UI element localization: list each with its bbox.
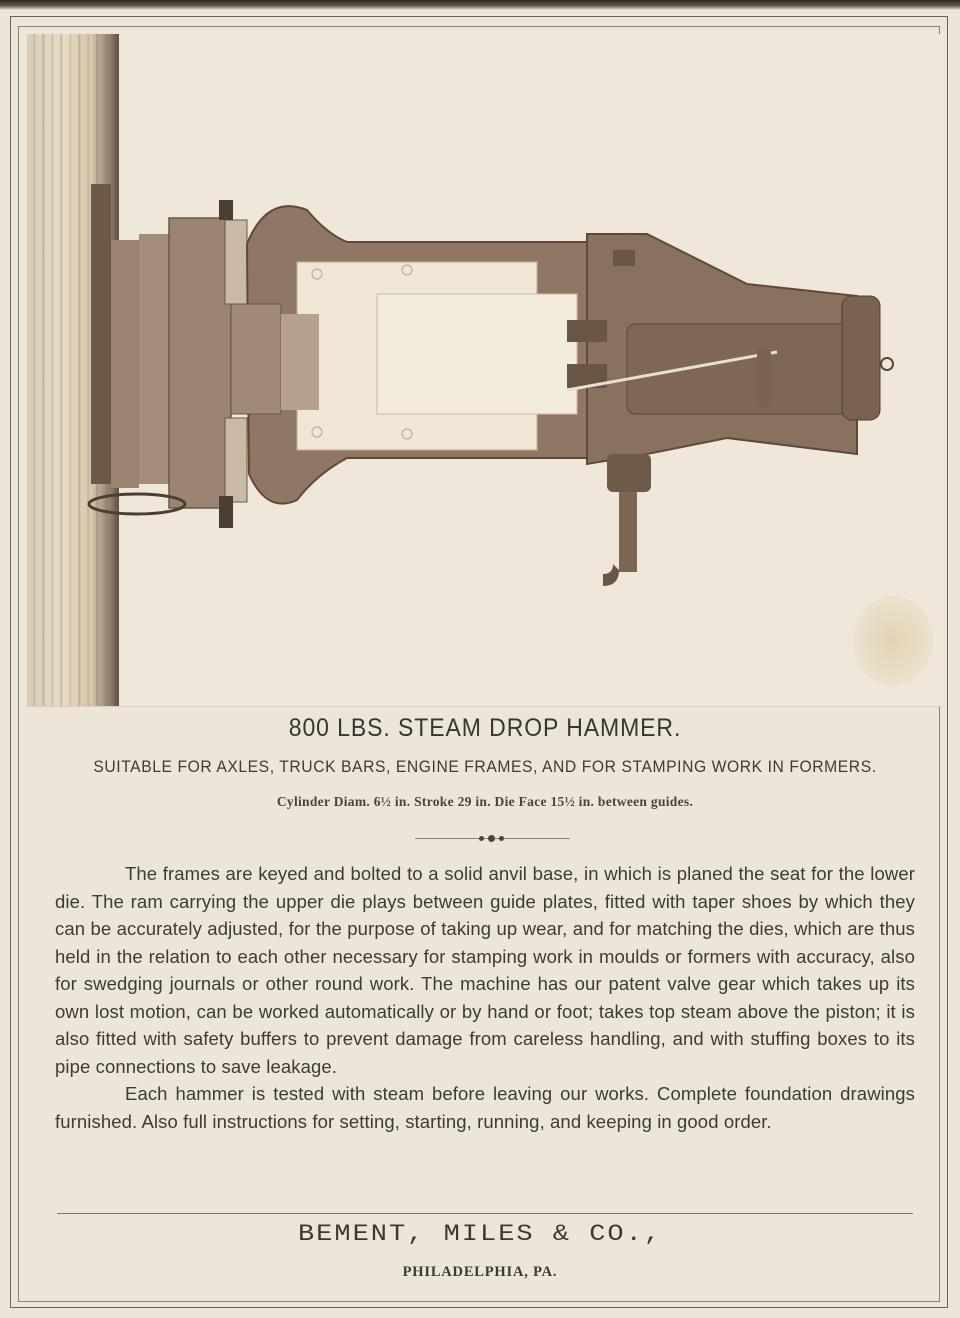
steam-pipe <box>619 492 637 572</box>
upper-die <box>231 304 281 414</box>
product-specs: Cylinder Diam. 6½ in. Stroke 29 in. Die Face 15½ in. between guides. <box>276 794 694 809</box>
valve-chest <box>607 454 651 492</box>
cylinder-head <box>842 296 880 420</box>
company-name: BEMENT, MILES & CO., <box>297 1222 663 1248</box>
anvil-base <box>111 240 139 488</box>
die-face <box>281 314 319 410</box>
company-city: PHILADELPHIA, PA. <box>402 1264 558 1280</box>
machine-photograph <box>27 34 943 707</box>
description-paragraph: The frames are keyed and bolted to a solid anvil base, in which is planed the seat for the lower die. The ram carrying the upper die plays between guide plates, fitted with taper shoes by which they can be accurately adjusted, for the purpose of taking up wear, and for matching the dies, which are thus held in the relation to each other necessary for stamping work in moulds or formers with accuracy, also for swedging journals or other round work. The machine has our patent valve gear which takes up its own lost motion, can be worked automatically or by hand or foot; takes top steam above the piston; it is also fitted with safety buffers to prevent damage from careless handling, and with stuffing boxes to its pipe connections to save leakage. <box>55 863 915 1077</box>
steam-drop-hammer-illustration <box>27 34 943 706</box>
lower-die-seat <box>139 234 169 484</box>
description-paragraph: Each hammer is tested with steam before leaving our works. Complete foundation drawings furnished. Also full instructions for setting, starting, running, and keeping in good order. <box>55 1083 915 1132</box>
footer-rule <box>57 1213 913 1214</box>
ornamental-divider <box>415 836 570 842</box>
anvil-base-plate <box>91 184 111 484</box>
maker-plate-bottom <box>225 418 247 502</box>
buffer-spring <box>567 320 607 342</box>
maker-plate-top <box>225 220 247 304</box>
product-title: 800 LBS. STEAM DROP HAMMER. <box>288 714 682 742</box>
top-edge-shadow <box>0 0 960 10</box>
product-subtitle: SUITABLE FOR AXLES, TRUCK BARS, ENGINE FRAMES, AND FOR STAMPING WORK IN FORMERS. <box>93 758 877 776</box>
ram <box>377 294 577 414</box>
steam-cylinder <box>627 324 857 414</box>
description-text <box>55 860 915 1135</box>
valve-lever <box>757 348 771 408</box>
anvil-block <box>169 218 231 508</box>
